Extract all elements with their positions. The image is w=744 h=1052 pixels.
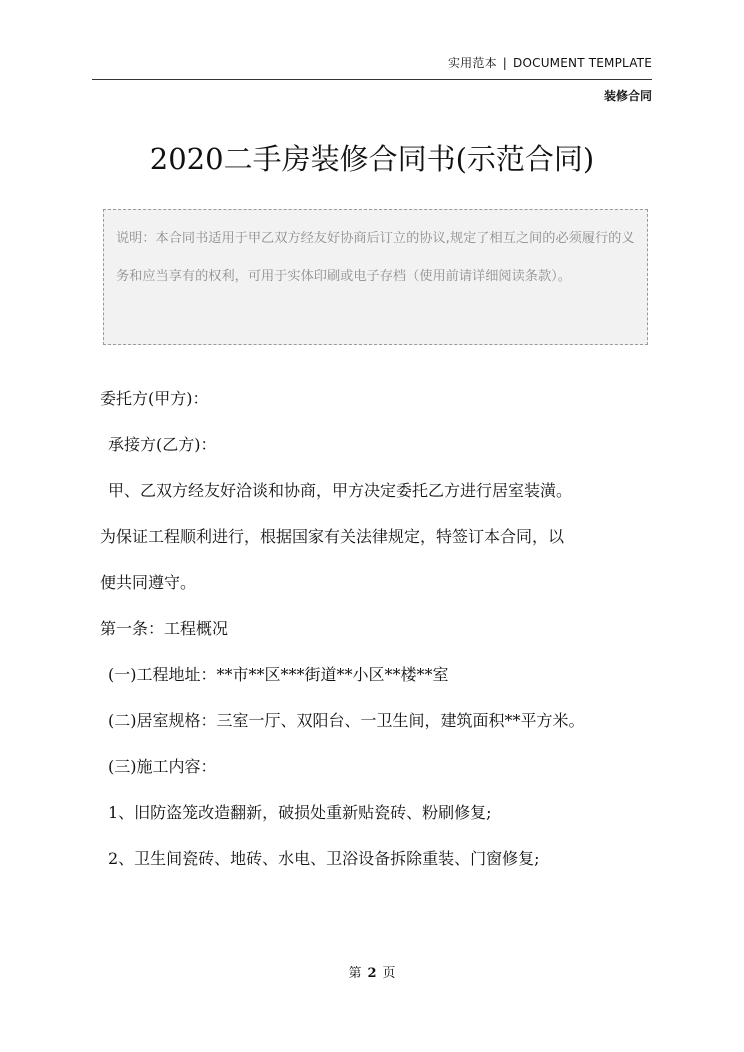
content-list-item-1: 1、旧防盗笼改造翻新，破损处重新贴瓷砖、粉刷修复; (108, 803, 492, 822)
usage-note-text: 说明：本合同书适用于甲乙双方经友好协商后订立的协议,规定了相互之间的必须履行的义务和应当享有的权利，可用于实体印刷或电子存档（使用前请详细阅读条款）。 (116, 231, 635, 284)
brand-chinese: 实用范本 (447, 56, 497, 70)
contract-body (100, 376, 660, 882)
content-list-item-2: 2、卫生间瓷砖、地砖、水电、卫浴设备拆除重装、门窗修复; (108, 849, 540, 868)
party-b-line: 承接方(乙方)： (108, 435, 217, 454)
usage-note-box (103, 209, 648, 345)
header-divider (92, 79, 652, 80)
project-address-item: (一)工程地址：**市**区***街道**小区**楼**室 (108, 665, 449, 684)
page-suffix: 页 (382, 966, 396, 981)
article-1-heading: 第一条：工程概况 (100, 619, 229, 638)
intro-paragraph-line2: 为保证工程顺利进行，根据国家有关法律规定，特签订本合同，以 (100, 527, 565, 546)
document-category: 装修合同 (603, 89, 652, 103)
intro-paragraph-line1: 甲、乙双方经友好洽谈和协商，甲方决定委托乙方进行居室装潢。 (108, 481, 573, 500)
page-number: 2 (367, 966, 377, 981)
page-prefix: 第 (348, 966, 362, 981)
brand-separator: | (502, 56, 508, 70)
construction-content-item: (三)施工内容： (108, 757, 217, 776)
room-spec-item: (二)居室规格：三室一厅、双阳台、一卫生间，建筑面积**平方米。 (108, 711, 585, 730)
document-title: 2020二手房装修合同书(示范合同) (149, 142, 595, 176)
brand-english: DOCUMENT TEMPLATE (513, 56, 652, 70)
page-number-footer (0, 962, 744, 981)
party-a-line: 委托方(甲方)： (100, 389, 209, 408)
intro-paragraph-line3: 便共同遵守。 (100, 573, 197, 592)
document-header-brand (448, 54, 652, 71)
